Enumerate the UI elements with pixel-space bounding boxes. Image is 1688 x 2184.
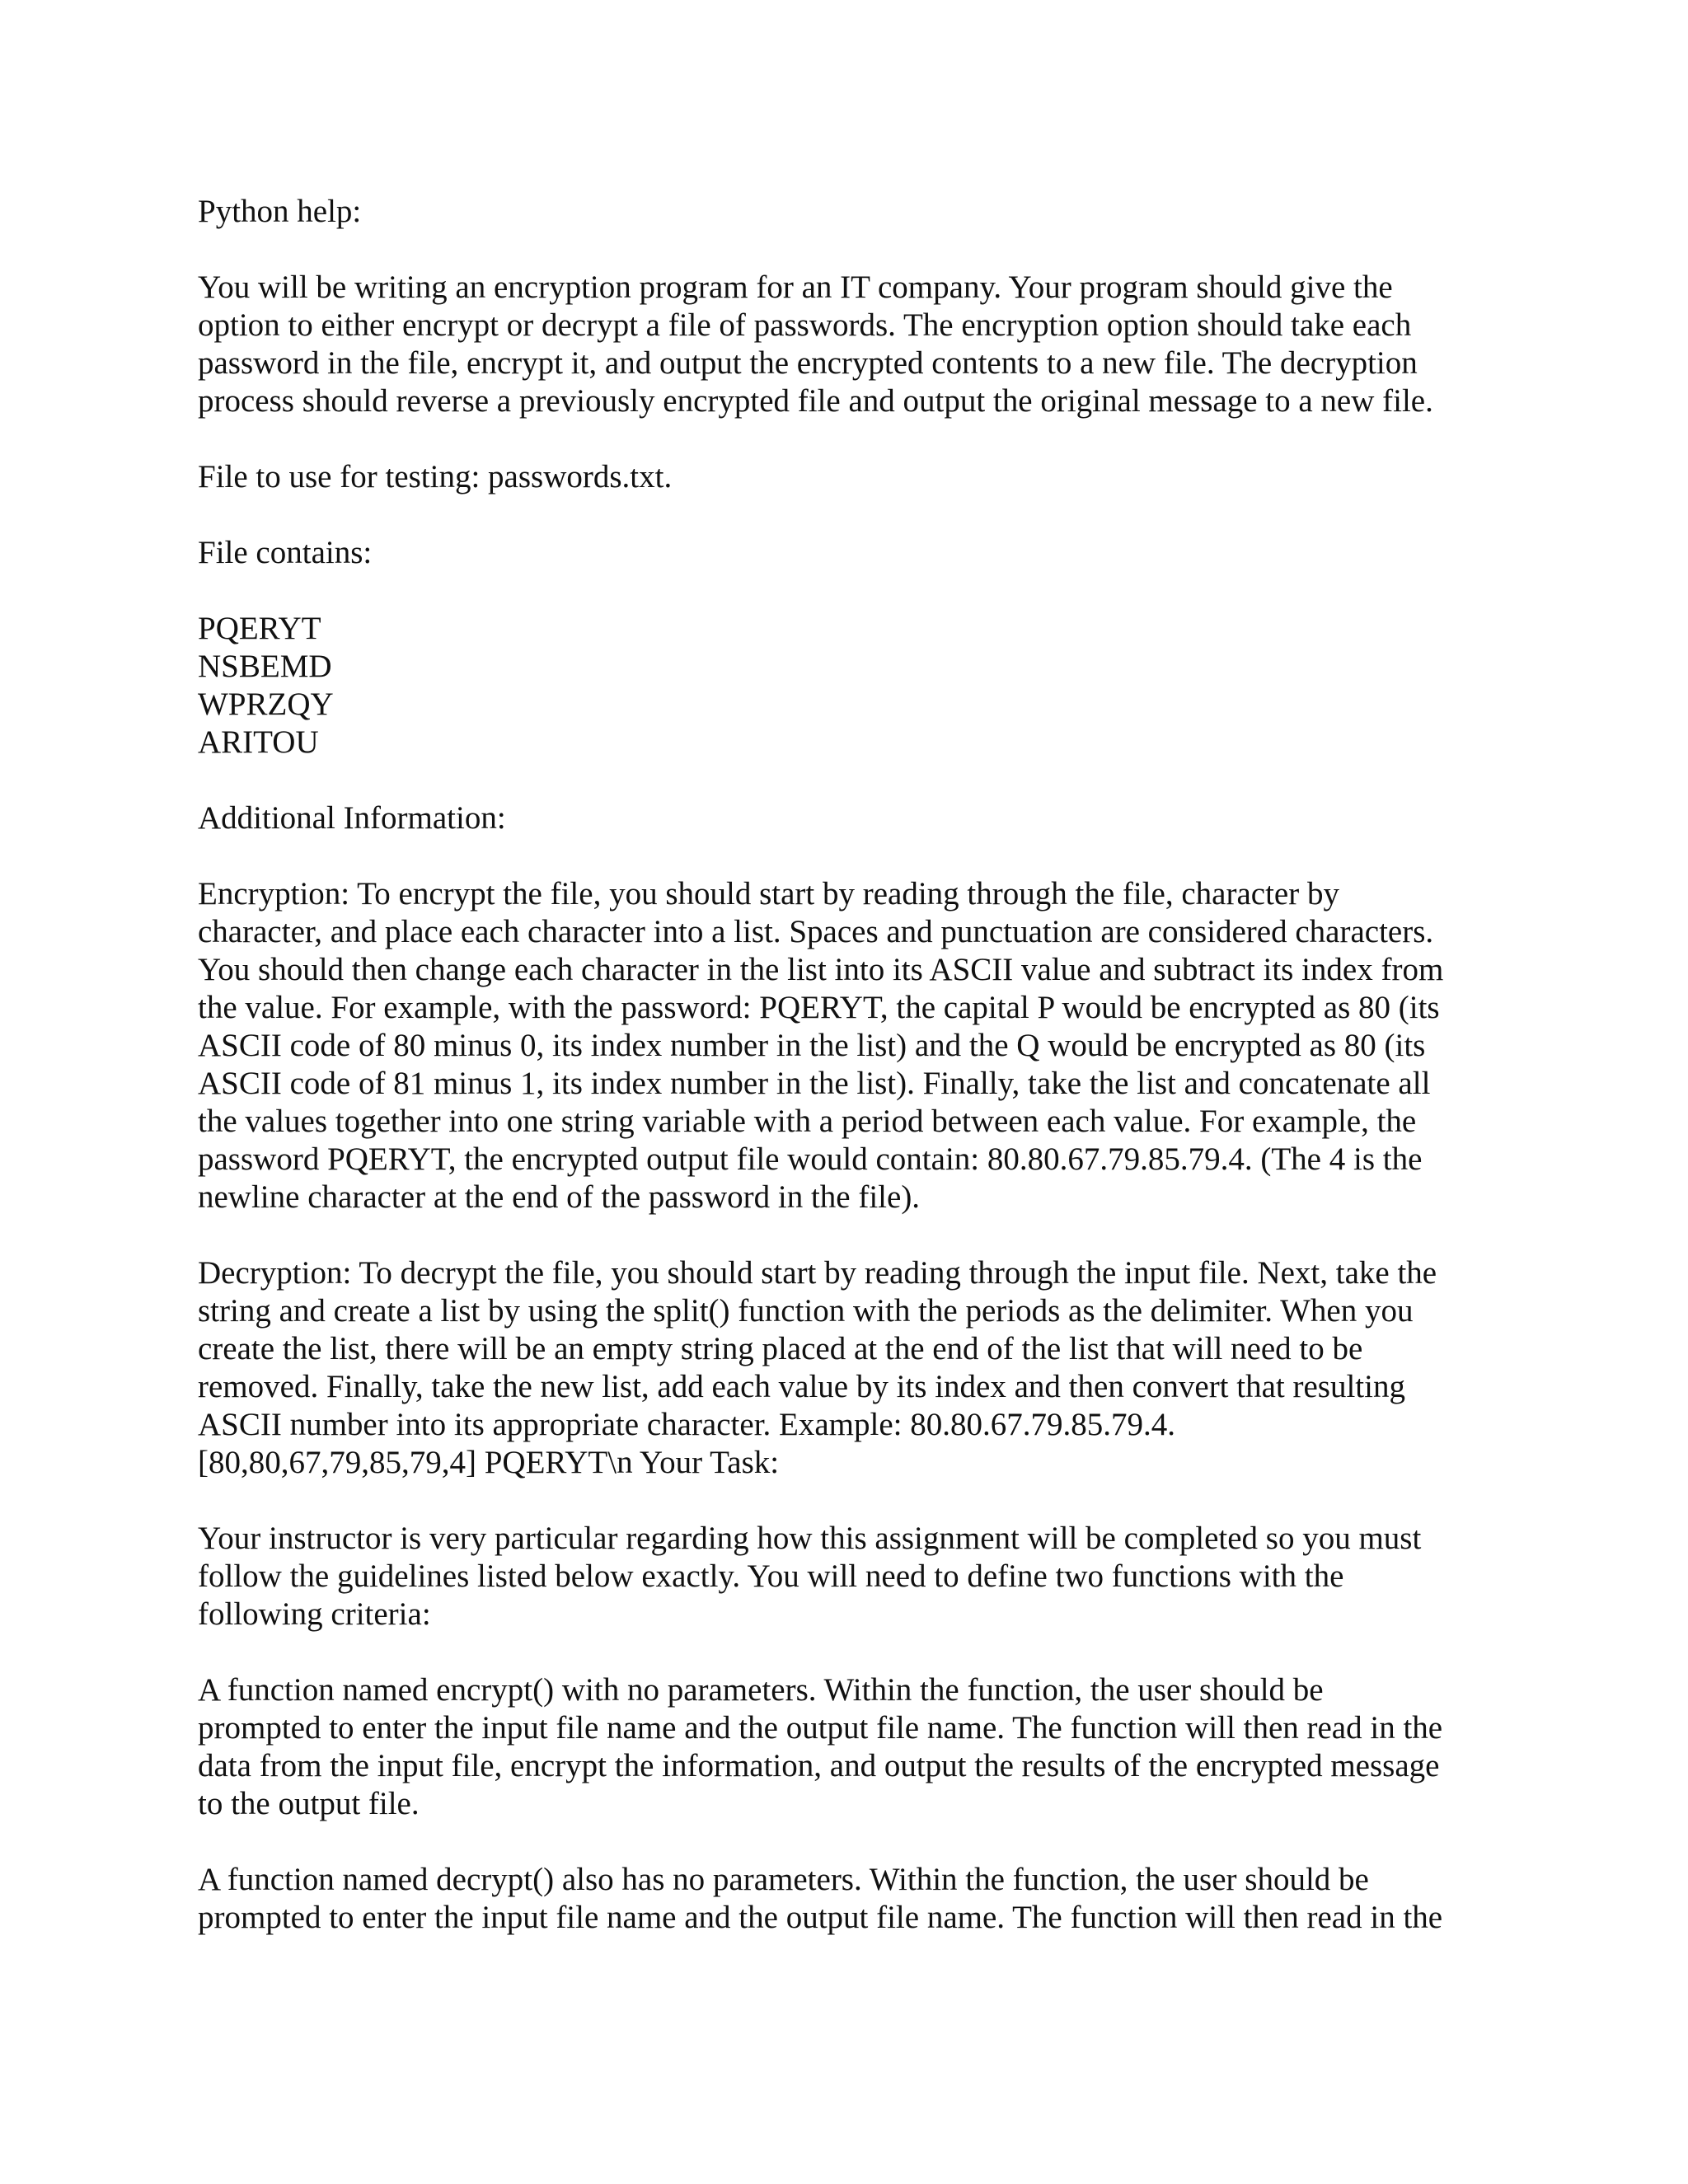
text-line: [80,80,67,79,85,79,4] PQERYT\n Your Task:	[198, 1445, 780, 1480]
text-line: following criteria:	[198, 1596, 431, 1632]
password-item: WPRZQY	[198, 687, 334, 722]
encryption-paragraph	[198, 875, 1484, 1216]
text-line: option to either encrypt or decrypt a file of passwords. The encryption option should take each	[198, 307, 1412, 343]
text-line: newline character at the end of the password in the file).	[198, 1179, 921, 1215]
text-line: A function named decrypt() also has no parameters. Within the function, the user should be	[198, 1862, 1369, 1897]
text-line: Encryption: To encrypt the file, you should start by reading through the file, character by	[198, 876, 1339, 912]
text-line: prompted to enter the input file name and the output file name. The function will then read in the	[198, 1900, 1443, 1935]
text-line: ASCII code of 81 minus 1, its index number in the list). Finally, take the list and concatenate all	[198, 1066, 1431, 1101]
text-line: process should reverse a previously encrypted file and output the original message to a new file.	[198, 383, 1433, 419]
text-line: password in the file, encrypt it, and output the encrypted contents to a new file. The decryption	[198, 345, 1418, 381]
text-line: Your instructor is very particular regarding how this assignment will be completed so you must	[198, 1521, 1422, 1556]
text-line: ASCII code of 80 minus 0, its index number in the list) and the Q would be encrypted as 80 (its	[198, 1028, 1426, 1063]
text-line: prompted to enter the input file name and the output file name. The function will then read in the	[198, 1710, 1443, 1746]
text-line: follow the guidelines listed below exactly. You will need to define two functions with the	[198, 1558, 1344, 1594]
page-title: Python help:	[198, 194, 362, 229]
text-line: the value. For example, with the password: PQERYT, the capital P would be encrypted as 80 (its	[198, 990, 1440, 1025]
text-line: You will be writing an encryption program for an IT company. Your program should give the	[198, 269, 1393, 305]
decryption-paragraph	[198, 1254, 1484, 1482]
text-line: character, and place each character into a list. Spaces and punctuation are considered characters.	[198, 914, 1434, 949]
document-page	[198, 193, 1484, 1975]
text-line: data from the input file, encrypt the information, and output the results of the encrypted message	[198, 1748, 1440, 1783]
text-line: removed. Finally, take the new list, add each value by its index and then convert that resulting	[198, 1369, 1405, 1404]
text-line: the values together into one string variable with a period between each value. For example, the	[198, 1104, 1417, 1139]
password-item: PQERYT	[198, 611, 321, 646]
text-line: Decryption: To decrypt the file, you should start by reading through the input file. Next, take the	[198, 1255, 1437, 1291]
text-line: string and create a list by using the split() function with the periods as the delimiter. When you	[198, 1293, 1414, 1329]
text-line: You should then change each character in the list into its ASCII value and subtract its index from	[198, 952, 1444, 987]
text-line: to the output file.	[198, 1786, 420, 1821]
text-line: create the list, there will be an empty string placed at the end of the list that will need to be	[198, 1331, 1363, 1366]
decrypt-function-paragraph	[198, 1861, 1484, 1937]
encrypt-function-paragraph	[198, 1671, 1484, 1823]
text-line: password PQERYT, the encrypted output file would contain: 80.80.67.79.85.79.4. (The 4 is the	[198, 1141, 1423, 1177]
password-list	[198, 610, 1484, 762]
text-line: A function named encrypt() with no parameters. Within the function, the user should be	[198, 1672, 1324, 1708]
password-item: NSBEMD	[198, 649, 332, 684]
additional-info-heading: Additional Information:	[198, 800, 506, 836]
text-line: ASCII number into its appropriate character. Example: 80.80.67.79.85.79.4.	[198, 1407, 1175, 1442]
test-file-line: File to use for testing: passwords.txt.	[198, 459, 673, 494]
intro-paragraph	[198, 269, 1484, 420]
password-item: ARITOU	[198, 724, 319, 760]
file-contains-label: File contains:	[198, 535, 373, 570]
task-paragraph	[198, 1520, 1484, 1633]
